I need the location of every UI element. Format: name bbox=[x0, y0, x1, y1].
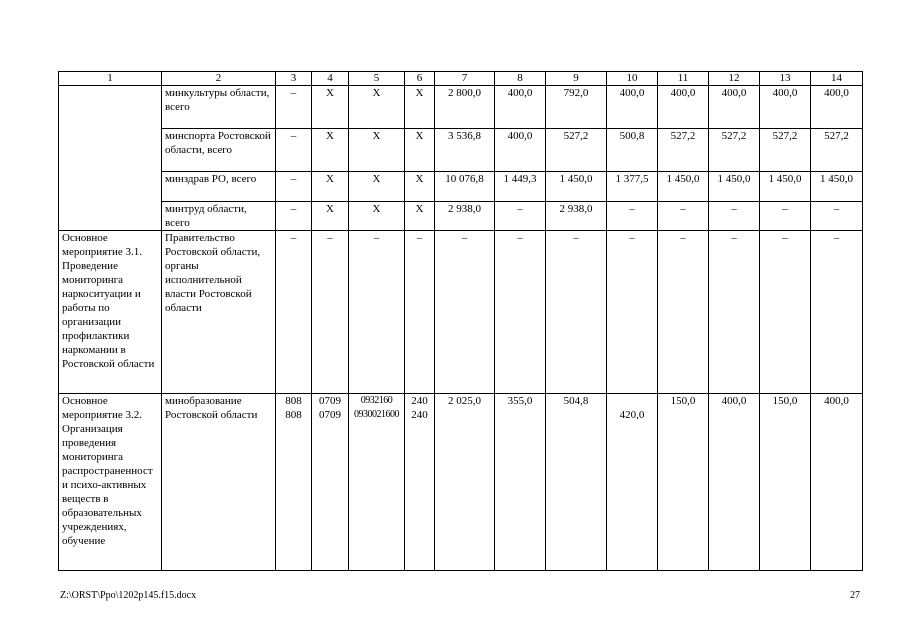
executor-cell: минобразование Ростовской области bbox=[162, 394, 276, 571]
column-number: 3 bbox=[276, 72, 312, 86]
cell-year: – bbox=[760, 202, 811, 231]
cell-csr: Х bbox=[349, 129, 405, 172]
column-number: 14 bbox=[811, 72, 863, 86]
cell-grbs bbox=[276, 394, 312, 571]
column-number: 13 bbox=[760, 72, 811, 86]
cell-year: 504,8 bbox=[546, 394, 607, 571]
cell-year: 150,0 bbox=[658, 394, 709, 571]
event-cell bbox=[59, 86, 162, 231]
cell-year: 150,0 bbox=[760, 394, 811, 571]
cell-year: – bbox=[495, 231, 546, 394]
cell-rzpr: Х bbox=[312, 86, 349, 129]
cell-csr: Х bbox=[349, 86, 405, 129]
file-path: Z:\ORST\Ppo\1202p145.f15.docx bbox=[60, 590, 197, 601]
grbs-code: 808 bbox=[285, 395, 302, 407]
cell-grbs: – bbox=[276, 129, 312, 172]
cell-csr: Х bbox=[349, 172, 405, 202]
cell-year: – bbox=[546, 231, 607, 394]
cell-year: 1 450,0 bbox=[658, 172, 709, 202]
column-number: 2 bbox=[162, 72, 276, 86]
cell-year: – bbox=[495, 202, 546, 231]
column-number: 8 bbox=[495, 72, 546, 86]
cell-total: 3 536,8 bbox=[435, 129, 495, 172]
cell-grbs: – bbox=[276, 172, 312, 202]
executor-cell: Правительство Ростовской области, органы исполнительной власти Ростовской области bbox=[162, 231, 276, 394]
executor-cell: минздрав РО, всего bbox=[162, 172, 276, 202]
cell-total: 10 076,8 bbox=[435, 172, 495, 202]
event-cell: Основное мероприятие 3.2. Организация проведения мониторинга распространенности психо-активных веществ в образовательных учреждениях, обучение bbox=[59, 394, 162, 571]
csr-code: 0932160 bbox=[360, 395, 393, 406]
column-number: 11 bbox=[658, 72, 709, 86]
cell-year: 400,0 bbox=[811, 86, 863, 129]
cell-year: – bbox=[658, 231, 709, 394]
cell-grbs: – bbox=[276, 86, 312, 129]
cell-total: 2 938,0 bbox=[435, 202, 495, 231]
cell-total: 2 025,0 bbox=[435, 394, 495, 571]
cell-vr: – bbox=[405, 231, 435, 394]
cell-year: 1 450,0 bbox=[709, 172, 760, 202]
cell-year: – bbox=[811, 202, 863, 231]
cell-year: 400,0 bbox=[760, 86, 811, 129]
cell-vr: Х bbox=[405, 129, 435, 172]
column-number: 1 bbox=[59, 72, 162, 86]
column-number: 5 bbox=[349, 72, 405, 86]
cell-total: – bbox=[435, 231, 495, 394]
cell-year: – bbox=[811, 231, 863, 394]
cell-year: 400,0 bbox=[495, 129, 546, 172]
cell-year: 1 450,0 bbox=[546, 172, 607, 202]
cell-year: 400,0 bbox=[709, 394, 760, 571]
cell-year: 1 450,0 bbox=[760, 172, 811, 202]
table-row bbox=[59, 231, 863, 394]
cell-rzpr: Х bbox=[312, 129, 349, 172]
rzpr-code: 0709 bbox=[319, 409, 341, 421]
table-row bbox=[59, 202, 863, 231]
page-number: 27 bbox=[850, 590, 860, 601]
cell-year: 355,0 bbox=[495, 394, 546, 571]
cell-grbs: – bbox=[276, 231, 312, 394]
cell-year: 1 377,5 bbox=[607, 172, 658, 202]
cell-year: 527,2 bbox=[760, 129, 811, 172]
cell-vr: Х bbox=[405, 202, 435, 231]
column-numbers-row bbox=[59, 72, 863, 86]
cell-year: – bbox=[709, 231, 760, 394]
cell-year: 2 938,0 bbox=[546, 202, 607, 231]
cell-year: 527,2 bbox=[811, 129, 863, 172]
cell-year: 527,2 bbox=[709, 129, 760, 172]
vr-code: 240 bbox=[411, 409, 428, 421]
cell-year: 500,8 bbox=[607, 129, 658, 172]
cell-year: 400,0 bbox=[607, 86, 658, 129]
cell-csr: Х bbox=[349, 202, 405, 231]
cell-rzpr: – bbox=[312, 231, 349, 394]
cell-year: – bbox=[658, 202, 709, 231]
cell-csr: – bbox=[349, 231, 405, 394]
cell-year: 400,0 bbox=[658, 86, 709, 129]
cell-total: 2 800,0 bbox=[435, 86, 495, 129]
table-row bbox=[59, 129, 863, 172]
grbs-code: 808 bbox=[285, 409, 302, 421]
table-row bbox=[59, 172, 863, 202]
cell-rzpr bbox=[312, 394, 349, 571]
csr-code: 0930021600 bbox=[354, 409, 399, 420]
cell-rzpr: Х bbox=[312, 202, 349, 231]
table-row bbox=[59, 394, 863, 571]
executor-cell: минкультуры области, всего bbox=[162, 86, 276, 129]
cell-year: – bbox=[607, 202, 658, 231]
column-number: 9 bbox=[546, 72, 607, 86]
rzpr-code: 0709 bbox=[319, 395, 341, 407]
table-row bbox=[59, 86, 863, 129]
cell-year: 792,0 bbox=[546, 86, 607, 129]
cell-year: – bbox=[760, 231, 811, 394]
cell-vr: Х bbox=[405, 86, 435, 129]
column-number: 4 bbox=[312, 72, 349, 86]
cell-year: 527,2 bbox=[658, 129, 709, 172]
executor-cell: минтруд области, всего bbox=[162, 202, 276, 231]
year-value: 420,0 bbox=[619, 409, 645, 421]
cell-year bbox=[607, 394, 658, 571]
event-cell: Основное мероприятие 3.1. Проведение мониторинга наркоситуации и работы по организации профилактики наркомании в Ростовской области bbox=[59, 231, 162, 394]
column-number: 10 bbox=[607, 72, 658, 86]
cell-grbs: – bbox=[276, 202, 312, 231]
column-number: 6 bbox=[405, 72, 435, 86]
cell-year: 527,2 bbox=[546, 129, 607, 172]
cell-year: – bbox=[607, 231, 658, 394]
cell-year: 400,0 bbox=[811, 394, 863, 571]
budget-table bbox=[58, 71, 863, 571]
cell-year: 1 450,0 bbox=[811, 172, 863, 202]
cell-csr bbox=[349, 394, 405, 571]
column-number: 12 bbox=[709, 72, 760, 86]
cell-rzpr: Х bbox=[312, 172, 349, 202]
cell-year: 400,0 bbox=[495, 86, 546, 129]
cell-year: – bbox=[709, 202, 760, 231]
executor-cell: минспорта Ростовской области, всего bbox=[162, 129, 276, 172]
cell-vr bbox=[405, 394, 435, 571]
vr-code: 240 bbox=[411, 395, 428, 407]
cell-vr: Х bbox=[405, 172, 435, 202]
column-number: 7 bbox=[435, 72, 495, 86]
cell-year: 1 449,3 bbox=[495, 172, 546, 202]
cell-year: 400,0 bbox=[709, 86, 760, 129]
